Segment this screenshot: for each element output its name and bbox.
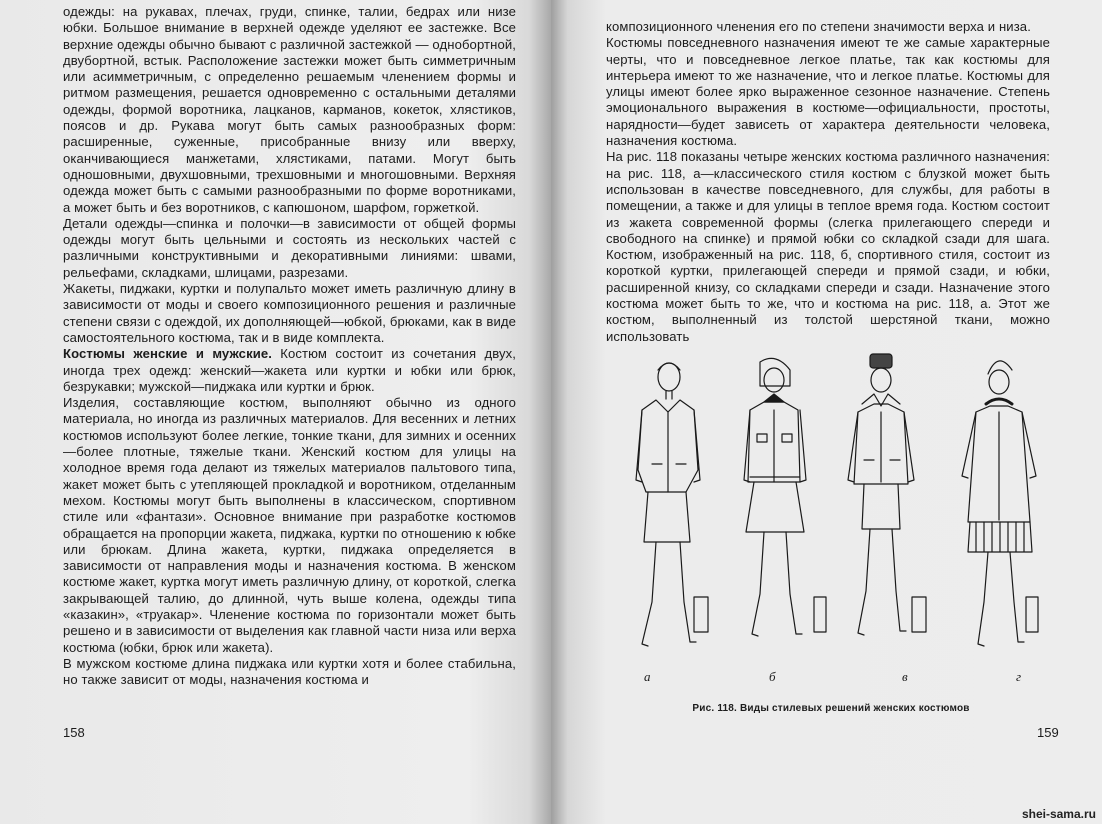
figure-caption: Рис. 118. Виды стилевых решений женских костюмов: [692, 703, 970, 714]
figure-g-coat-suit: [962, 361, 1038, 646]
figure-b-sport-suit: [744, 358, 826, 636]
figure-label-g: г: [1016, 669, 1022, 684]
figure-118-illustration: [614, 352, 1044, 687]
figure-label-b: б: [769, 669, 776, 684]
heading-text: Костюм состоит из сочетания двух, иногда трех одежд: женский—жакета или куртки и юбки или брюк, безрукавки; мужской—пиджака или куртки и брюк.: [63, 346, 516, 394]
paragraph: В мужском костюме длина пиджака или куртки хотя и более стабильна, но также зависит от моды, назначения костюма и: [63, 655, 516, 688]
page-number-left: 158: [63, 725, 85, 740]
section-heading: Костюмы женские и мужские.: [63, 346, 272, 362]
right-page-text: [606, 19, 1050, 345]
paragraph: Изделия, составляющие костюм, выполняют обычно из одного материала, но иногда из различных материалов. Для весенних и летних костюмов используют более легкие, тонкие ткани, для зимних и осенних—более плотные, тяжелые ткани. Женский костюм для улицы на холодное время года делают из тяжелых материалов пальтового типа, жакет может быть с утепляющей прокладкой и воротником, отделанным мехом. Костюмы могут быть выполнены в классическом, спортивном стиле или «фантази». Основное внимание при разработке костюмов обращается на пропорции жакета, пиджака, куртки по отношению к юбке или брюкам. Длина жакета, куртки, пиджака определяется в зависимости от направления моды и назначения костюма. В женском костюме жакет, куртка могут иметь различную длину, от короткой, слегка закрывающей талию, до длинной, чуть выше колена, одежды типа «казакин», «труакар». Членение костюма по горизонтали может быть решено и в зависимости от выделения как главной части низа или верха костюма (юбки, брюк или жакета).: [63, 395, 516, 655]
page-number-right: 159: [1037, 725, 1059, 740]
figure-v-fur-trim-suit: [848, 354, 926, 635]
paragraph: Костюмы повседневного назначения имеют те же самые характерные черты, что и повседневное легкое платье, так как костюмы для интерьера имеют то же назначение, что и легкое платье. Костюмы для улицы имеют более ярко выраженное сезонное назначение. Степень эмоционального выражения в костюме—официальности, простоты, нарядности—будет зависеть от характера деятельности человека, назначения костюма.: [606, 35, 1050, 149]
paragraph: Детали одежды—спинка и полочки—в зависимости от общей формы одежды могут быть цельными и состоять из нескольких частей с различными конструктивными и декоративными линиями: швами, рельефами, складками, шлицами, разрезами.: [63, 215, 516, 280]
paragraph: Жакеты, пиджаки, куртки и полупальто может иметь различную длину в зависимости от моды и своего композиционного решения и различные степени связи с одеждой, их дополняющей—юбкой, брюками, как в виде самостоятельного костюма, так и в виде комплекта.: [63, 281, 516, 345]
figure-a-classic-suit: [636, 363, 708, 646]
paragraph: композиционного членения его по степени значимости верха и низа.: [606, 19, 1031, 34]
watermark: shei-sama.ru: [1021, 807, 1096, 821]
paragraph: одежды: на рукавах, плечах, груди, спинке, талии, бедрах или низе юбки. Большое внимание в верхней одежде уделяют ее застежке. Все верхние одежды обычно бывают с различной застежкой — однобортной, двубортной, встык. Расположение застежки может быть симметричным или асимметричным, с определенно решаемым членением формы и ритмом размещения, решается одновременно с остальными деталями одежды, формой воротника, лацканов, карманов, кокеток, хлястиков, поясов и др. Рукава могут быть самых разнообразных форм: расширенные, суженные, присобранные внизу или вверху, оканчивающиеся манжетами, хлястиками, патами. Могут быть одношовными, двухшовными, трехшовными и многошовными. Верхняя одежда может быть с самыми разнообразными по форме воротниками, а может быть и без воротников, с капюшоном, шарфом, горжеткой.: [63, 4, 516, 215]
costume-drawings: [614, 352, 1044, 687]
left-page-text: [63, 4, 516, 688]
paragraph-with-heading: [63, 346, 516, 395]
figure-label-v: в: [902, 669, 908, 684]
paragraph: На рис. 118 показаны четыре женских костюма различного назначения: на рис. 118, а—классического стиля костюм с блузкой может быть использован в качестве повседневного, для службы, для работы в помещении, а также и для улицы в теплое время года. Костюм состоит из жакета современной формы (слегка прилегающего спереди и свободного на спинке) и прямой юбки со складкой сзади для шага. Костюм, изображенный на рис. 118, б, спортивного стиля, состоит из короткой куртки, прилегающей спереди и прямой сзади, и юбки, расширенной книзу, со складками спереди и сзади. Назначение этого костюма может быть то же, что и костюма на рис. 118, а. Этот же костюм, выполненный из толстой шерстяной ткани, можно использовать: [606, 149, 1050, 344]
figure-label-a: а: [644, 669, 651, 684]
